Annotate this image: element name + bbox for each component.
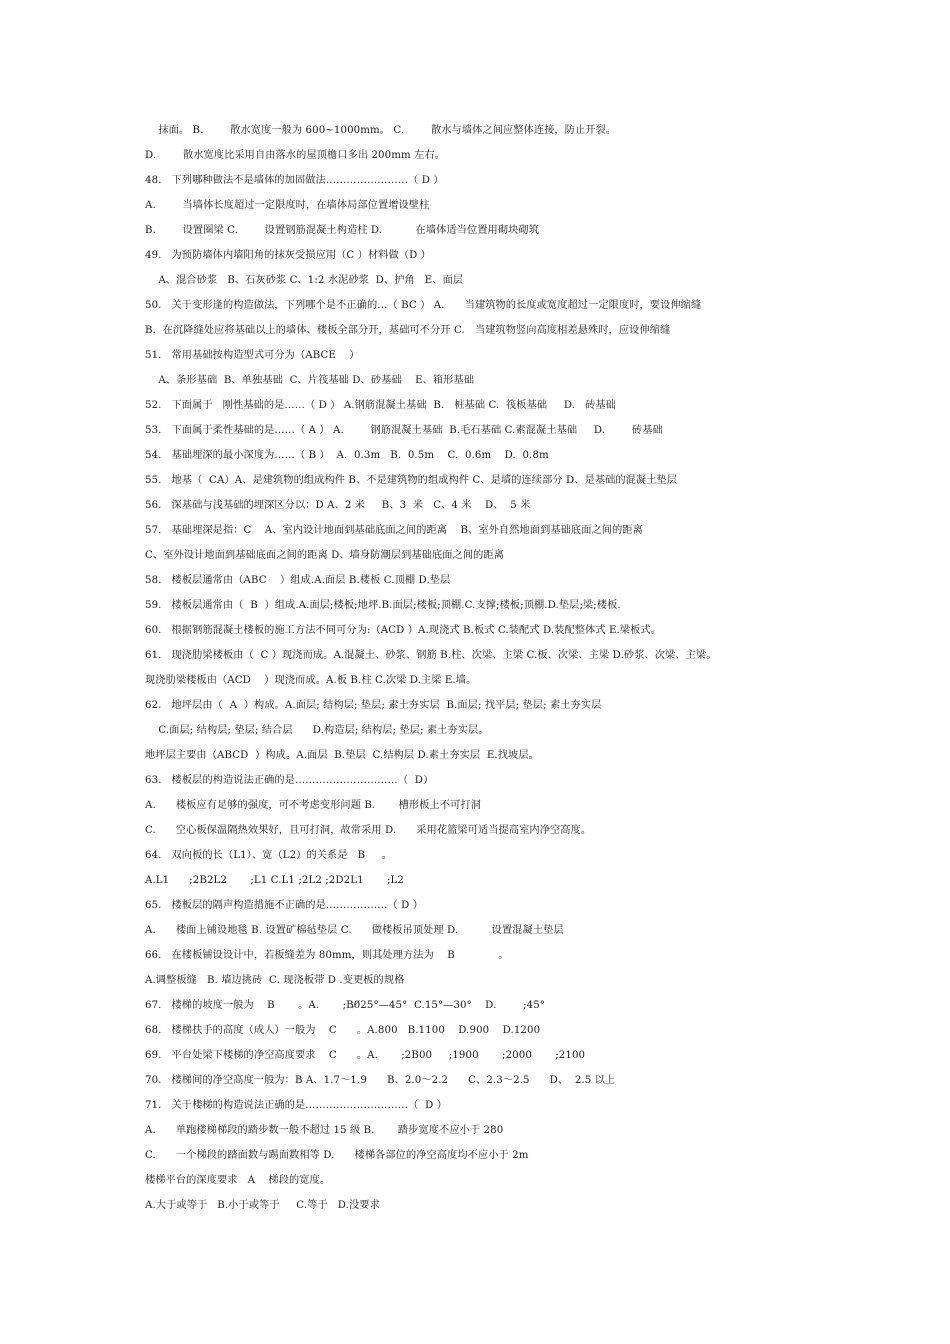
text-line: A. 单跑楼梯梯段的踏步数一般不超过 15 级 B. 踏步宽度不应小于 280 [145,1125,504,1136]
text-line: A、混合砂浆 B、石灰砂浆 C、1:2 水泥砂浆 D、护角 E、面层 [145,275,464,286]
text-line: C.面层; 结构层; 垫层; 结合层 D.构造层; 结构层; 垫层; 素土夯实层。 [145,725,489,736]
text-line: A、条形基础 B、单独基础 C、片筏基础 D、砂基础 E、箱形基础 [145,375,475,386]
text-line: 70. 楼梯间的净空高度一般为：B A、1.7～1.9 B、2.0～2.2 C、2.3～2.5 D、 2.5 以上 [145,1075,616,1086]
text-line: 48. 下列哪种做法不是墙体的加固做法……………………（ D ） [145,175,444,186]
text-line: A. 楼板应有足够的强度，可不考虑变形问题 B. 槽形板上不可打洞 [145,800,481,811]
text-line: 55. 地基（ CA）A、是建筑物的组成构件 B、不是建筑物的组成构件 C、是墙的连续部分 D、是基础的混凝土垫层 [145,475,678,486]
text-line: B. 设置圈梁 C. 设置钢筋混凝土构造柱 D. 在墙体适当位置用砌块砌筑 [145,225,539,236]
text-line: C、室外设计地面到基础底面之间的距离 D、墙身防潮层到基础底面之间的距离 [145,550,504,561]
text-line: 63. 楼板层的构造说法正确的是…………………………（ D） [145,775,434,786]
text-line: 66. 在楼板铺设设计中，若板缝差为 80mm，则其处理方法为 B 。 [145,950,509,961]
text-line: A.大于或等于 B.小于或等于 C.等于 D.没要求 [145,1200,380,1211]
text-line: A. 当墙体长度超过一定限度时，在墙体局部位置增设壁柱 [145,200,430,211]
text-line: 楼梯平台的深度要求 A 梯段的宽度。 [145,1175,331,1186]
text-line: A. 楼面上铺设地毯 B. 设置矿棉毡垫层 C. 做楼板吊顶处理 D. 设置混凝土垫层 [145,925,564,936]
text-line: 60. 根据钢筋混凝土楼板的施工方法不同可分为:（ACD ）A.现浇式 B.板式 C.装配式 D.装配整体式 E.梁板式。 [145,625,661,636]
text-line: 57. 基础埋深是指：C A、室内设计地面到基础底面之间的距离 B、室外自然地面到基础底面之间的距离 [145,525,643,536]
text-line: 71. 关于楼梯的构造说法正确的是…………………………（ D ） [145,1100,447,1111]
text-line: C. 空心板保温隔热效果好，且可打洞，故常采用 D. 采用花篮梁可适当提高室内净空高度。 [145,825,592,836]
text-line: 61. 现浇肋梁楼板由（ C ）现浇而成。A.混凝土、砂浆、钢筋 B.柱、次梁、主梁 C.板、次梁、主梁 D.砂浆、次梁、主梁。 [145,650,717,661]
text-line: 59. 楼板层通常由（ B ）组成.A.面层;楼板;地坪.B.面层;楼板;顶棚.C.支撑;楼板;顶棚.D.垫层;梁;楼板. [145,600,621,611]
text-line: A.调整板缝 B. 墙边挑砖 C. 现浇板带 D .变更板的规格 [145,975,405,986]
text-line: B. 在沉降缝处应将基础以上的墙体、楼板全部分开，基础可不分开 C. 当建筑物竖向高度相差悬殊时，应设伸缩缝 [145,325,671,336]
text-line: 65. 楼板层的隔声构造措施不正确的是………………（ D ） [145,900,424,911]
text-line: 69. 平台处梁下楼梯的净空高度要求 C 。A. ;2B00 ;1900 ;2000 ;2100 [145,1050,586,1061]
text-line: 51. 常用基础按构造型式可分为（ABCE ） [145,350,360,361]
text-line: 64. 双向板的长（L1）、宽（L2）的关系是 B 。 [145,850,393,861]
text-line: A.L1 ;2B2L2 ;L1 C.L1 ;2L2 ;2D2L1 ;L2 [145,875,404,886]
text-line: 62. 地坪层由（ A ）构成。A.面层; 结构层; 垫层; 素土夯实层 B.面层; 找平层; 垫层; 素土夯实层 [145,700,602,711]
text-line: D. 散水宽度比采用自由落水的屋顶檐口多出 200mm 左右。 [145,150,445,161]
text-line: 54. 基础埋深的最小深度为……（ B ） A. 0.3m B. 0.5m C. 0.6m D. 0.8m [145,450,549,461]
text-line: 49. 为预防墙体内墙阳角的抹灰受损应用（C ）材料做（D ） [145,250,431,261]
text-line: 53. 下面属于柔性基础的是……（ A ） A. 钢筋混凝土基础 B.毛石基础 C.素混凝土基础 D. 砖基础 [145,425,663,436]
text-line: 50. 关于变形逢的构造做法，下列哪个是不正确的…（ BC ） A. 当建筑物的长度或宽度超过一定限度时，要设伸缩缝 [145,300,702,311]
text-line: 现浇肋梁楼板由（ACD ）现浇而成。A.板 B.柱 C.次梁 D.主梁 E.墙。 [145,675,477,686]
text-line: 58. 楼板层通常由（ABC ）组成.A.面层 B.楼板 C.顶棚 D.垫层 [145,575,451,586]
text-line: 68. 楼梯扶手的高度（成人）一般为 C 。A.800 B.1100 D.900 D.1200 [145,1025,541,1036]
text-line: 56. 深基础与浅基础的埋深区分以：D A、2 米 B、3 米 C、4 米 D、 5 米 [145,500,531,511]
text-line: C. 一个梯段的踏面数与踢面数相等 D. 楼梯各部位的净空高度均不应小于 2m [145,1150,529,1161]
text-line: 地坪层主要由（ABCD ）构成。A.面层 B.垫层 C.结构层 D.素土夯实层 E.找坡层。 [145,750,539,761]
text-line: 抹面。 B. 散水宽度一般为 600~1000mm。 C. 散水与墙体之间应整体连接，防止开裂。 [145,125,617,136]
text-line: 52. 下面属于 刚性基础的是……（ D ） A.钢筋混凝土基础 B. 桩基础 C. 筏板基础 D. 砖基础 [145,400,616,411]
text-line: 67. 楼梯的坡度一般为 B 。A. ;B0̸25°—45° C.15°—30° D. ;45° [145,1000,546,1011]
